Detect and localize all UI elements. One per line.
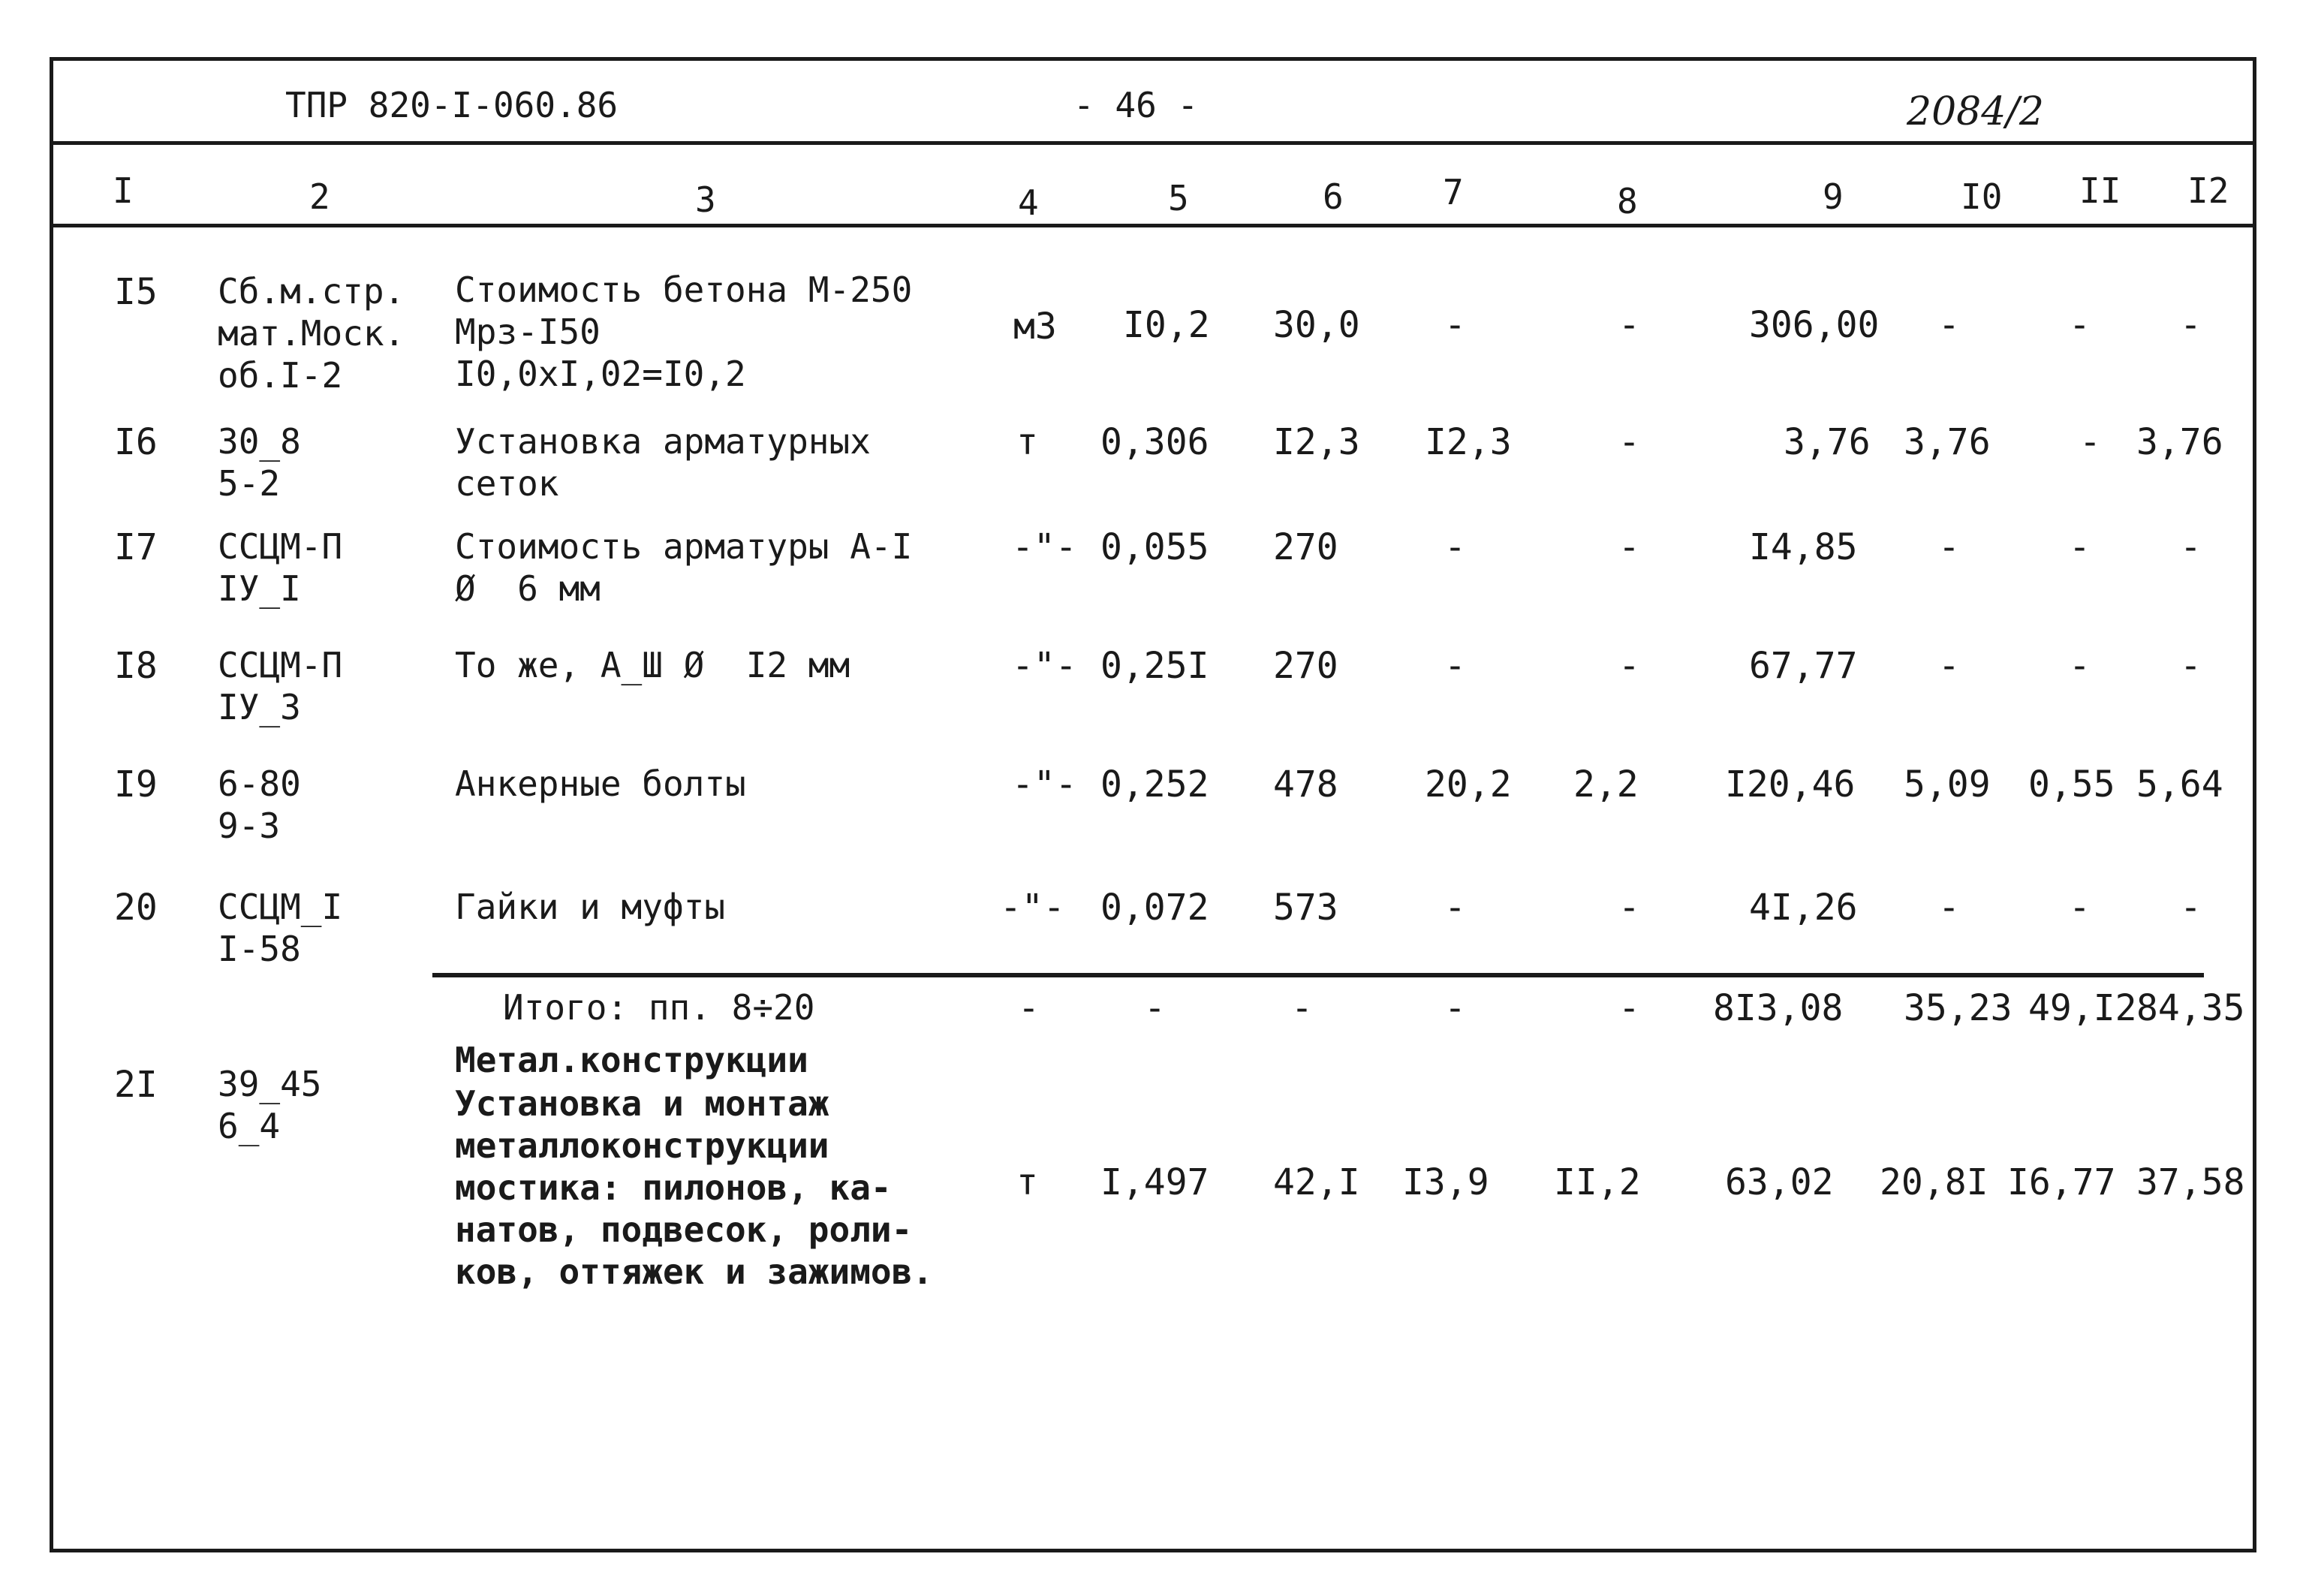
col-header-7: 7 (1443, 172, 1464, 212)
row-price: 573 (1273, 887, 1338, 929)
subtotal-price: - (1291, 987, 1313, 1029)
row-code: ССЦМ-П IУ_3 (218, 645, 343, 728)
row-col12: 5,64 (2136, 763, 2223, 806)
row-col8: II,2 (1554, 1161, 1641, 1203)
row-total: 3,76 (1784, 421, 1871, 463)
row-col8: - (1618, 887, 1640, 929)
row-col11: - (2069, 887, 2091, 929)
col-header-1: I (113, 170, 134, 211)
row-col11: - (2069, 304, 2091, 346)
row-number: 2I (114, 1064, 158, 1106)
subtotal-unit: - (1018, 987, 1040, 1029)
col-header-5: 5 (1168, 178, 1189, 218)
row-col11: - (2069, 526, 2091, 568)
row-unit: т (1016, 1161, 1038, 1203)
subtotal-col7: - (1444, 987, 1466, 1029)
row-col7: I2,3 (1425, 421, 1512, 463)
row-col11: - (2079, 421, 2101, 463)
header-divider (50, 141, 2256, 145)
row-col10: - (1938, 887, 1960, 929)
row-col8: - (1618, 526, 1640, 568)
row-col10: - (1938, 526, 1960, 568)
handwritten-note: 2084/2 (1907, 89, 2044, 134)
row-col8: - (1618, 304, 1640, 346)
row-total: I20,46 (1725, 763, 1856, 806)
col-header-10: I0 (1961, 176, 2003, 217)
row-code: ССЦМ-П IУ_I (218, 526, 343, 610)
row-code: 6-80 9-3 (218, 763, 301, 847)
row-price: 30,0 (1273, 304, 1360, 346)
row-description: Анкерные болты (455, 763, 746, 804)
row-price: 478 (1273, 763, 1338, 806)
subtotal-total: 8I3,08 (1713, 987, 1844, 1029)
row-col10: 20,8I (1880, 1161, 1988, 1203)
row-unit: -"- (1000, 887, 1065, 929)
row-col7: - (1444, 645, 1466, 687)
row-quantity: 0,306 (1100, 421, 1209, 463)
row-col8: - (1618, 421, 1640, 463)
column-header-divider (50, 224, 2256, 227)
col-header-12: I2 (2187, 170, 2229, 211)
row-unit: -"- (1012, 526, 1077, 568)
subtotal-label: Итого: пп. 8÷20 (503, 987, 815, 1028)
subtotal-quantity: - (1144, 987, 1166, 1029)
row-number: I8 (114, 645, 158, 687)
section-title: Метал.конструкции (455, 1040, 808, 1080)
row-description: Установка арматурных сеток (455, 421, 871, 504)
row-unit: т (1016, 421, 1038, 463)
row-total: 306,00 (1749, 304, 1880, 346)
row-description: Установка и монтаж металлоконструкции мостика: пилонов, ка- натов, подвесок, роли- ков, оттяжек и зажимов. (455, 1083, 933, 1293)
row-col11: I6,77 (2007, 1161, 2116, 1203)
row-col10: 5,09 (1904, 763, 1991, 806)
row-description: Стоимость бетона М-250 Мрз-I50 I0,0хI,02=I0,2 (455, 270, 913, 395)
subtotal-separator (432, 973, 2204, 985)
col-header-6: 6 (1323, 176, 1344, 217)
row-price: 270 (1273, 645, 1338, 687)
row-col12: - (2180, 304, 2202, 346)
col-header-11: II (2079, 170, 2121, 211)
row-col7: - (1444, 526, 1466, 568)
row-col12: - (2180, 887, 2202, 929)
row-price: I2,3 (1273, 421, 1360, 463)
row-unit: -"- (1012, 645, 1077, 687)
page-number: - 46 - (1073, 85, 1199, 125)
row-total: 4I,26 (1749, 887, 1858, 929)
row-description: Стоимость арматуры А-I Ø 6 мм (455, 526, 913, 610)
row-total: 67,77 (1749, 645, 1858, 687)
row-col7: I3,9 (1402, 1161, 1489, 1203)
row-code: Сб.м.стр. мат.Моск. об.I-2 (218, 271, 405, 396)
row-col8: - (1618, 645, 1640, 687)
row-col8: 2,2 (1573, 763, 1639, 806)
col-header-2: 2 (309, 176, 330, 217)
subtotal-col12: 84,35 (2136, 987, 2245, 1029)
row-number: I6 (114, 421, 158, 463)
row-col12: - (2180, 526, 2202, 568)
row-number: 20 (114, 887, 158, 929)
row-total: I4,85 (1749, 526, 1858, 568)
row-total: 63,02 (1725, 1161, 1834, 1203)
row-code: 30_8 5-2 (218, 421, 301, 504)
subtotal-col8: - (1618, 987, 1640, 1029)
row-number: I7 (114, 526, 158, 568)
col-header-8: 8 (1617, 181, 1638, 221)
row-col11: - (2069, 645, 2091, 687)
row-quantity: I0,2 (1123, 304, 1210, 346)
row-code: 39_45 6_4 (218, 1064, 322, 1147)
subtotal-col11: 49,I2 (2028, 987, 2137, 1029)
row-col10: 3,76 (1904, 421, 1991, 463)
row-code: ССЦМ_I I-58 (218, 887, 343, 970)
row-col11: 0,55 (2028, 763, 2115, 806)
row-number: I5 (114, 271, 158, 313)
row-col7: - (1444, 887, 1466, 929)
row-col12: 37,58 (2136, 1161, 2245, 1203)
row-number: I9 (114, 763, 158, 806)
row-col12: 3,76 (2136, 421, 2223, 463)
col-header-9: 9 (1823, 176, 1844, 217)
row-quantity: 0,072 (1100, 887, 1209, 929)
col-header-4: 4 (1018, 182, 1039, 223)
row-col7: - (1444, 304, 1466, 346)
row-description: Гайки и муфты (455, 887, 726, 927)
row-unit: -"- (1012, 763, 1077, 806)
row-unit: м3 (1013, 306, 1057, 348)
row-col7: 20,2 (1425, 763, 1512, 806)
row-quantity: 0,055 (1100, 526, 1209, 568)
row-col12: - (2180, 645, 2202, 687)
row-quantity: I,497 (1100, 1161, 1209, 1203)
row-price: 270 (1273, 526, 1338, 568)
col-header-3: 3 (695, 179, 716, 220)
row-quantity: 0,252 (1100, 763, 1209, 806)
row-quantity: 0,25I (1100, 645, 1209, 687)
row-col10: - (1938, 645, 1960, 687)
row-description: То же, А_Ш Ø I2 мм (455, 645, 850, 685)
subtotal-col10: 35,23 (1904, 987, 2012, 1029)
doc-code: ТПР 820-I-060.86 (285, 85, 619, 125)
row-price: 42,I (1273, 1161, 1360, 1203)
row-col10: - (1938, 304, 1960, 346)
